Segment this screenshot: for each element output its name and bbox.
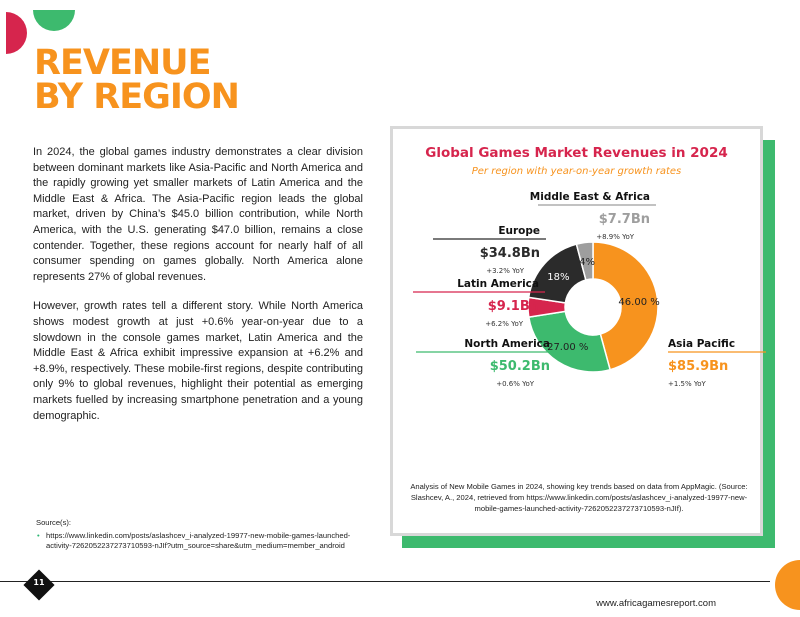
sources-block bbox=[36, 518, 366, 552]
sources-list bbox=[36, 531, 366, 552]
website-url[interactable]: www.africagamesreport.com bbox=[596, 598, 716, 609]
slice-percent-label: 27.00 % bbox=[547, 342, 589, 354]
logo-crimson-shape bbox=[6, 12, 27, 54]
callout-value-middle-east-africa: $7.7Bn bbox=[598, 212, 650, 227]
callout-growth-latin-america: +6.2% YoY bbox=[485, 320, 523, 328]
body-text bbox=[33, 145, 363, 438]
sources-label: Source(s): bbox=[36, 518, 72, 527]
callout-name-latin-america: Latin America bbox=[457, 278, 539, 290]
paragraph-1: In 2024, the global games industry demonstrates a clear division between dominant markets like Asia-Pacific and North America and the rapidly growing yet smaller markets of Latin America and the Middle East & Africa. The Asia-Pacific region leads the global market, driven by China’s $45.0 billion contribution, while North America, with the U.S. generating $47.0 billion, remains a close contender. Together, these regions account for nearly half of all consumer spending on games globally. North America alone represents 27% of global revenues. bbox=[33, 146, 363, 283]
callout-value-europe: $34.8Bn bbox=[479, 246, 540, 261]
logo-green-shape bbox=[33, 10, 75, 31]
callout-name-north-america: North America bbox=[464, 338, 550, 350]
revenue-donut-chart bbox=[393, 185, 766, 400]
callout-growth-asia-pacific: +1.5% YoY bbox=[668, 380, 706, 388]
page-title-line-2: BY REGION bbox=[34, 77, 239, 117]
callout-name-asia-pacific: Asia Pacific bbox=[668, 338, 736, 350]
slice-percent-label: 18% bbox=[547, 271, 570, 283]
callout-value-north-america: $50.2Bn bbox=[489, 359, 550, 374]
page-title bbox=[34, 43, 239, 117]
footer-divider bbox=[0, 581, 770, 582]
chart-subtitle: Per region with year-on-year growth rates bbox=[471, 166, 682, 177]
paragraph-2: However, growth rates tell a different story. While North America shows modest growth at just +0.6% year-on-year due to a slowdown in the console games market, Latin America and the Middle East & Africa exhibit impressive expansion at +6.2% and +8.9%, respectively. These mobile-first regions, despite contributing only 9% to global revenues, highlight their potential as emerging markets fuelled by increasing smartphone penetration and a young demographic. bbox=[33, 300, 363, 422]
slice-percent-label: 4% bbox=[579, 256, 595, 268]
callout-name-europe: Europe bbox=[498, 225, 540, 237]
callout-growth-middle-east-africa: +8.9% YoY bbox=[596, 233, 634, 241]
page-title-line-1: REVENUE bbox=[34, 43, 211, 83]
corner-orange-shape bbox=[766, 560, 800, 610]
callout-growth-north-america: +0.6% YoY bbox=[496, 380, 534, 388]
callout-name-middle-east-africa: Middle East & Africa bbox=[529, 191, 650, 203]
slice-percent-label: 46.00 % bbox=[618, 296, 660, 308]
chart-caption: Analysis of New Mobile Games in 2024, showing key trends based on data from AppMagic. (Source: Slashcev, A., 2024, retrieved from https://www.linkedin.com/posts/aslashcev_i-analyzed-19977-new-mobile-games-launched-activity-7262052237273710593-nJIf). bbox=[410, 482, 748, 513]
callout-value-latin-america: $9.1Bn bbox=[487, 299, 539, 314]
page-number: 11 bbox=[33, 578, 45, 587]
source-link[interactable]: • https://www.linkedin.com/posts/aslashcev_i-analyzed-19977-new-mobile-games-launched-activity-7262052237273710593-nJIf?utm_source=share&utm_medium=member_android bbox=[46, 531, 366, 552]
callout-growth-europe: +3.2% YoY bbox=[486, 267, 524, 275]
callout-value-asia-pacific: $85.9Bn bbox=[668, 359, 729, 374]
chart-title: Global Games Market Revenues in 2024 bbox=[425, 145, 728, 161]
